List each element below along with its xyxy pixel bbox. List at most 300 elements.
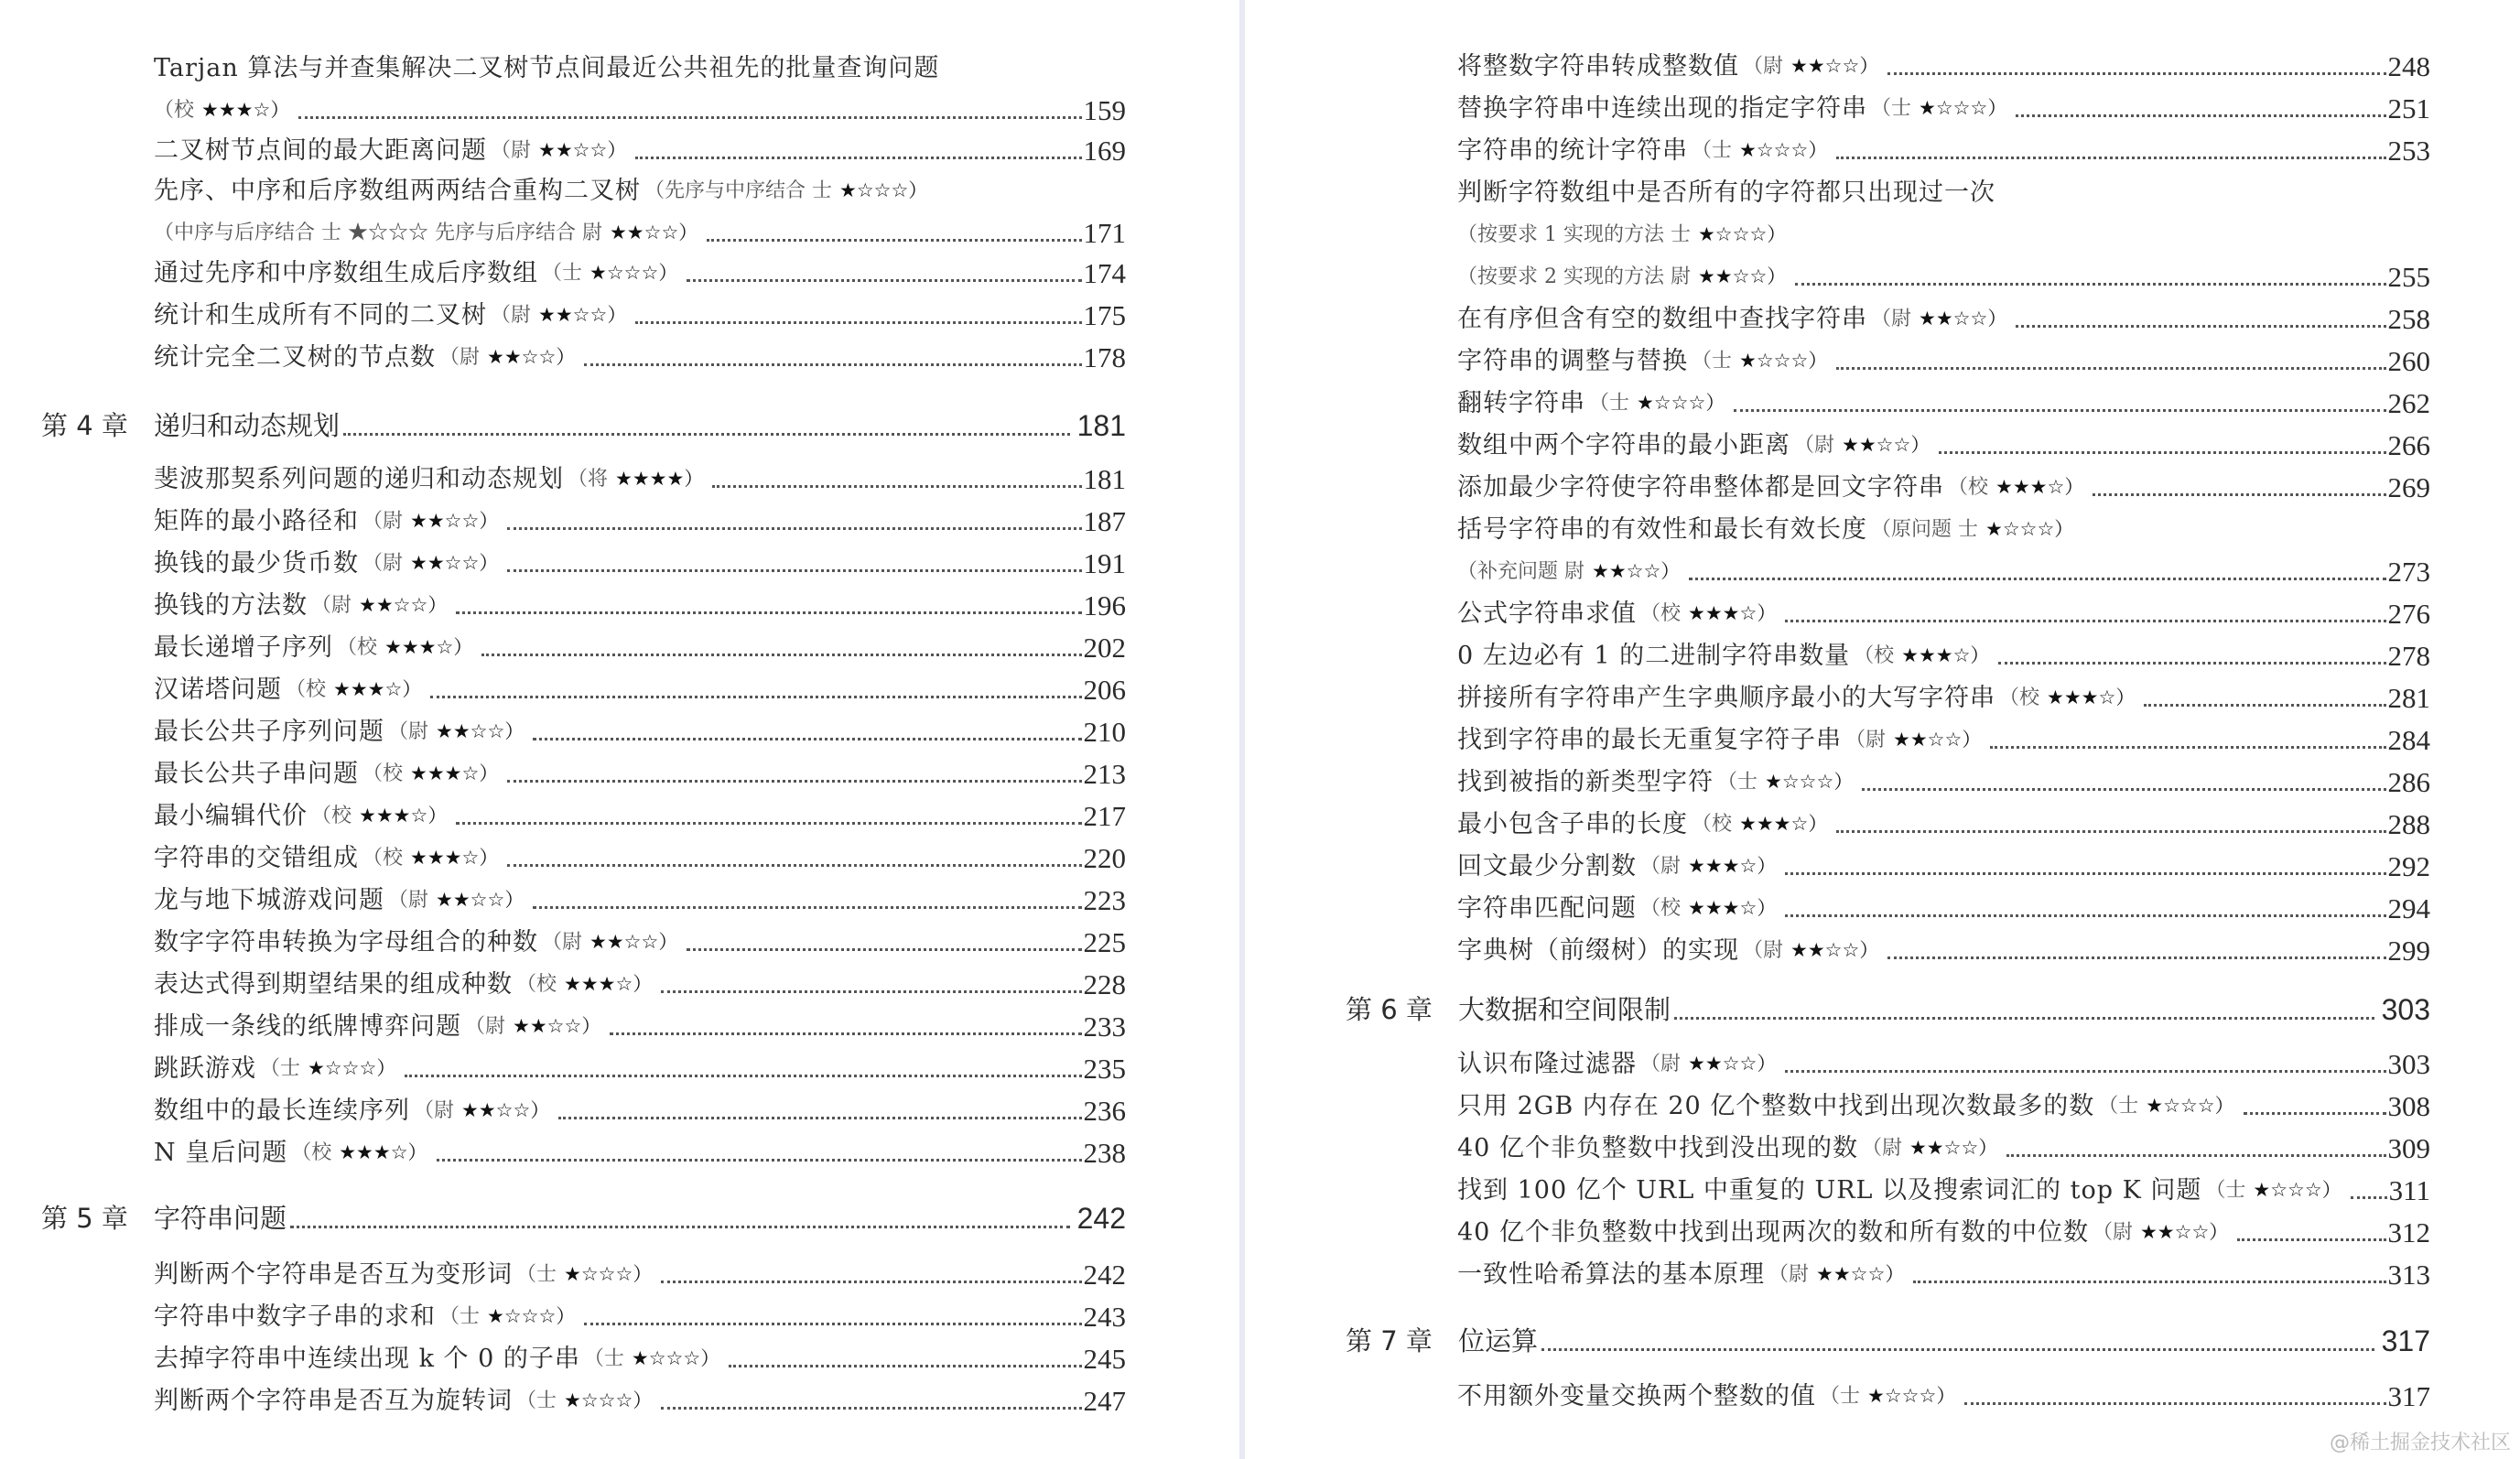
dot-leader (1913, 1281, 2385, 1283)
toc-entry[interactable] (154, 669, 1126, 706)
toc-entry[interactable] (1457, 509, 2430, 546)
dot-leader (1785, 872, 2385, 875)
entry-page-number: 206 (1083, 674, 1126, 706)
dot-leader (2006, 1154, 2385, 1157)
entry-page-number: 159 (1083, 94, 1126, 126)
entry-page-number: 311 (2388, 1174, 2430, 1206)
entry-page-number: 202 (1083, 632, 1126, 664)
star-rating-icon: ★★★☆） (1995, 476, 2084, 498)
toc-entry[interactable] (1457, 1376, 2430, 1412)
entry-page-number: 273 (2387, 556, 2430, 588)
entry-title: 找到 100 亿个 URL 中重复的 URL 以及搜索词汇的 top K 问题 (1457, 1176, 2202, 1205)
dot-leader (533, 906, 1081, 909)
toc-entry[interactable] (154, 295, 1126, 331)
entry-page-number: 236 (1083, 1095, 1126, 1127)
entry-title: 括号字符串的有效性和最长有效长度 (1457, 515, 1867, 544)
dot-leader (1939, 451, 2385, 454)
dot-leader (661, 1281, 1081, 1283)
entry-difficulty: （尉 ★★☆☆） (1871, 308, 2007, 330)
entry-difficulty: （士 ★☆☆☆） (516, 1389, 653, 1412)
toc-entry[interactable] (1457, 172, 2430, 209)
dot-leader (2144, 704, 2385, 707)
entry-title: 不用额外变量交换两个整数的值 (1457, 1382, 1816, 1410)
star-rating-icon: ★★☆☆） (609, 222, 698, 243)
toc-entry[interactable] (154, 922, 1126, 958)
toc-entry[interactable] (154, 1090, 1126, 1127)
dot-leader (507, 864, 1081, 867)
entry-page-number: 260 (2387, 345, 2430, 377)
toc-entry[interactable] (154, 1006, 1126, 1043)
toc-entry[interactable] (154, 253, 1126, 289)
toc-entry[interactable] (154, 627, 1126, 664)
toc-entry[interactable] (154, 48, 1126, 84)
toc-entry[interactable] (1457, 930, 2430, 967)
toc-entry[interactable] (154, 1132, 1126, 1169)
chapter-page-number: 181 (1076, 409, 1126, 442)
star-rating-icon: ★★☆☆） (2139, 1221, 2229, 1243)
dot-leader (635, 321, 1081, 324)
star-rating-icon: ★★☆☆） (1816, 1263, 1905, 1285)
star-rating-icon: ★★★☆） (1688, 602, 1777, 624)
entry-page-number: 223 (1083, 884, 1126, 916)
toc-entry[interactable] (154, 543, 1126, 579)
toc-entry[interactable] (154, 130, 1126, 167)
entry-difficulty: （先序与中序结合 士 ★☆☆☆） (644, 179, 928, 202)
entry-difficulty: （校 ★★★☆） (1640, 602, 1777, 625)
entry-difficulty: （校 ★★★☆） (362, 762, 499, 785)
entry-page-number: 171 (1083, 217, 1126, 249)
toc-entry[interactable] (1457, 467, 2430, 503)
entry-page-number: 228 (1083, 968, 1126, 1000)
entry-difficulty: （尉 ★★☆☆） (1743, 55, 1879, 78)
dot-leader (2351, 1196, 2387, 1199)
entry-difficulty: （校 ★★★☆） (154, 99, 290, 122)
dot-leader (687, 948, 1081, 951)
toc-entry[interactable] (1457, 383, 2430, 419)
star-rating-icon: ★★★☆） (410, 762, 499, 784)
entry-difficulty: （尉 ★★☆☆） (388, 720, 525, 743)
star-rating-icon: ★☆☆☆） (308, 1057, 396, 1079)
dot-leader (1785, 1070, 2385, 1073)
entry-difficulty: （士 ★☆☆☆） (1692, 139, 1828, 162)
entry-difficulty: （校 ★★★☆） (516, 973, 653, 996)
entry-page-number: 235 (1083, 1053, 1126, 1085)
dot-leader (456, 611, 1081, 614)
entry-title: 公式字符串求值 (1457, 600, 1637, 628)
dot-leader (558, 1117, 1081, 1119)
dot-leader (687, 279, 1081, 282)
entry-difficulty: （尉 ★★☆☆） (1743, 939, 1879, 962)
dot-leader (1964, 1402, 2385, 1405)
toc-entry[interactable] (154, 1048, 1126, 1085)
entry-page-number: 309 (2387, 1132, 2430, 1164)
entry-title: 统计完全二叉树的节点数 (154, 343, 436, 372)
entry-title: 最小包含子串的长度 (1457, 810, 1688, 838)
chapter-heading-5[interactable] (41, 1195, 1126, 1236)
dot-leader (661, 990, 1081, 993)
star-rating-icon: ★★☆☆） (1697, 265, 1787, 287)
dot-leader (2016, 114, 2385, 117)
toc-entry[interactable] (154, 501, 1126, 537)
dot-leader (290, 1226, 1070, 1228)
toc-entry[interactable] (1457, 214, 2430, 251)
entry-title: 翻转字符串 (1457, 389, 1585, 417)
toc-entry[interactable] (154, 1296, 1126, 1333)
entry-page-number: 248 (2387, 50, 2430, 82)
entry-page-number: 169 (1083, 135, 1126, 167)
chapter-number: 第 6 章 (1346, 994, 1433, 1025)
chapter-title: 字符串问题 (154, 1203, 287, 1234)
entry-difficulty: （校 ★★★☆） (362, 847, 499, 870)
entry-difficulty: （士 ★☆☆☆） (583, 1347, 720, 1370)
star-rating-icon: ★★☆☆） (538, 139, 627, 161)
entry-difficulty: （士 ★☆☆☆） (542, 262, 678, 285)
dot-leader (1674, 1017, 2374, 1020)
chapter-heading-4[interactable] (41, 403, 1126, 443)
star-rating-icon: ★☆☆☆） (564, 1263, 653, 1285)
toc-entry[interactable] (1457, 635, 2430, 672)
toc-entry[interactable] (154, 838, 1126, 874)
dot-leader (1990, 746, 2385, 749)
toc-entry[interactable] (154, 585, 1126, 621)
star-rating-icon: ★★★☆） (201, 99, 290, 121)
toc-entry[interactable] (1457, 846, 2430, 882)
star-rating-icon: ★★★☆） (2047, 686, 2136, 708)
entry-title: 换钱的最少货币数 (154, 549, 359, 578)
star-rating-icon: ★★☆☆） (1688, 1053, 1777, 1075)
toc-entry[interactable] (1457, 256, 2430, 293)
star-rating-icon: ★★☆☆） (1842, 434, 1931, 456)
entry-title: 添加最少字符使字符串整体都是回文字符串 (1457, 473, 1944, 502)
entry-difficulty: （士 ★☆☆☆） (1692, 350, 1828, 373)
entry-difficulty: （士 ★☆☆☆） (1820, 1385, 1956, 1408)
entry-title: 只用 2GB 内存在 20 亿个整数中找到出现次数最多的数 (1457, 1092, 2095, 1120)
toc-entry[interactable] (1457, 425, 2430, 461)
toc-entry[interactable] (1457, 677, 2430, 714)
toc-entry[interactable] (154, 337, 1126, 373)
entry-page-number: 255 (2387, 261, 2430, 293)
star-rating-icon: ★★☆☆） (410, 510, 499, 532)
toc-entry[interactable] (1457, 551, 2430, 588)
entry-title: 字符串中数字子串的求和 (154, 1302, 436, 1331)
chapter-number: 第 7 章 (1346, 1325, 1433, 1356)
entry-page-number: 313 (2387, 1259, 2430, 1291)
dot-leader (2016, 325, 2385, 328)
star-rating-icon: ★★★☆） (384, 636, 473, 658)
star-rating-icon: ★★★☆） (410, 847, 499, 869)
dot-leader (405, 1075, 1081, 1077)
chapter-page-number: 303 (2381, 993, 2430, 1026)
entry-page-number: 245 (1083, 1343, 1126, 1375)
toc-entry[interactable] (154, 90, 1126, 126)
entry-page-number: 269 (2387, 471, 2430, 503)
toc-entry[interactable] (154, 753, 1126, 790)
toc-entry[interactable] (1457, 888, 2430, 924)
entry-title: 字符串匹配问题 (1457, 894, 1637, 923)
entry-difficulty: （校 ★★★☆） (291, 1141, 427, 1164)
entry-difficulty: （尉 ★★☆☆） (362, 510, 499, 533)
star-rating-icon: ★★☆☆） (461, 1099, 550, 1121)
entry-page-number: 281 (2387, 682, 2430, 714)
entry-difficulty: （中序与后序结合 士 ★☆☆☆ 先序与后序结合 尉 ★★☆☆） (154, 222, 698, 244)
chapter-heading-7[interactable] (1346, 1318, 2430, 1358)
toc-entry[interactable] (154, 795, 1126, 832)
entry-page-number: 187 (1083, 505, 1126, 537)
star-rating-icon: ★★★☆） (339, 1141, 427, 1163)
right-page (1245, 0, 2520, 1459)
chapter-page-number: 242 (1076, 1202, 1126, 1235)
entry-page-number: 284 (2387, 724, 2430, 756)
dot-leader (456, 822, 1081, 825)
star-rating-icon: ★☆☆☆） (1739, 350, 1828, 372)
star-rating-icon: ★★★☆） (1901, 644, 1990, 666)
entry-page-number: 276 (2387, 598, 2430, 630)
entry-page-number: 247 (1083, 1385, 1126, 1417)
entry-difficulty: （校 ★★★☆） (1999, 686, 2136, 709)
entry-title: 最长递增子序列 (154, 633, 333, 662)
dot-leader (635, 157, 1081, 159)
entry-difficulty: （尉 ★★☆☆） (2092, 1221, 2229, 1244)
toc-entry[interactable] (154, 212, 1126, 249)
entry-page-number: 292 (2387, 850, 2430, 882)
entry-difficulty: （校 ★★★☆） (286, 678, 422, 701)
entry-difficulty: （尉 ★★☆☆） (388, 889, 525, 912)
toc-entry[interactable] (1457, 1254, 2430, 1291)
star-rating-icon: ★★☆☆） (1893, 729, 1982, 751)
dot-leader (1862, 788, 2385, 791)
dot-leader (507, 527, 1081, 530)
star-rating-icon: ★★☆☆） (1790, 939, 1879, 961)
entry-title: 字典树（前缀树）的实现 (1457, 936, 1739, 965)
dot-leader (1785, 914, 2385, 917)
dot-leader (1887, 72, 2385, 75)
star-rating-icon: ★☆☆☆） (1637, 392, 1725, 414)
chapter-title: 递归和动态规划 (154, 410, 341, 441)
entry-difficulty: （士 ★☆☆☆） (2098, 1095, 2234, 1118)
entry-title: 最小编辑代价 (154, 802, 308, 830)
dot-leader (1887, 956, 2385, 959)
toc-entry[interactable] (154, 170, 1126, 207)
entry-difficulty: （原问题 士 ★☆☆☆） (1871, 518, 2074, 541)
entry-difficulty: （尉 ★★☆☆） (414, 1099, 550, 1122)
entry-title: N 皇后问题 (154, 1139, 288, 1167)
star-rating-icon: ★★★☆） (1739, 813, 1828, 835)
dot-leader (584, 1323, 1081, 1325)
dot-leader (712, 485, 1081, 488)
entry-difficulty: （尉 ★★☆☆） (465, 1015, 601, 1038)
chapter-page-number: 317 (2381, 1324, 2430, 1357)
entry-title: 数组中两个字符串的最小距离 (1457, 431, 1790, 459)
toc-entry[interactable] (1457, 1086, 2430, 1122)
entry-page-number: 286 (2387, 766, 2430, 798)
star-rating-icon: ★★☆☆） (1592, 560, 1681, 582)
entry-title: 0 左边必有 1 的二进制字符串数量 (1457, 642, 1851, 670)
dot-leader (729, 1365, 1081, 1367)
entry-difficulty: （尉 ★★☆☆） (311, 594, 448, 617)
entry-title: 在有序但含有空的数组中查找字符串 (1457, 305, 1867, 333)
entry-difficulty: （补充问题 尉 ★★☆☆） (1457, 560, 1681, 583)
entry-difficulty: （士 ★☆☆☆） (1717, 771, 1854, 794)
dot-leader (2244, 1112, 2386, 1115)
star-rating-icon: ★★★☆） (333, 678, 422, 700)
star-rating-icon: ★★☆☆） (1790, 55, 1879, 77)
star-rating-icon: ★☆☆☆） (1867, 1385, 1956, 1407)
entry-title: 字符串的交错组成 (154, 844, 359, 872)
dot-leader (2237, 1238, 2385, 1241)
entry-page-number: 175 (1083, 299, 1126, 331)
entry-difficulty: （校 ★★★☆） (1948, 476, 2084, 499)
entry-title: 将整数字符串转成整数值 (1457, 52, 1739, 81)
entry-title: 龙与地下城游戏问题 (154, 886, 384, 914)
toc-entry[interactable] (1457, 1170, 2430, 1206)
entry-difficulty: （尉 ★★☆☆） (1861, 1137, 1998, 1160)
dot-leader (584, 363, 1081, 366)
toc-entry[interactable] (1457, 1212, 2430, 1248)
toc-entry[interactable] (154, 1380, 1126, 1417)
dot-leader (507, 569, 1081, 572)
entry-title: 换钱的方法数 (154, 591, 308, 620)
entry-title: Tarjan 算法与并查集解决二叉树节点间最近公共祖先的批量查询问题 (154, 54, 940, 82)
entry-difficulty: （校 ★★★☆） (1692, 813, 1828, 836)
star-rating-icon: ★★☆☆） (436, 720, 525, 742)
entry-difficulty: （尉 ★★☆☆） (1845, 729, 1982, 751)
dot-leader (437, 1159, 1082, 1162)
entry-title: 判断字符数组中是否所有的字符都只出现过一次 (1457, 178, 1995, 207)
entry-difficulty: （尉 ★★☆☆） (362, 552, 499, 575)
entry-title: 跳跃游戏 (154, 1054, 256, 1083)
toc-entry[interactable] (1457, 1043, 2430, 1080)
entry-page-number: 238 (1083, 1137, 1126, 1169)
entry-title: 找到字符串的最长无重复字符子串 (1457, 726, 1842, 754)
entry-page-number: 174 (1083, 257, 1126, 289)
toc-entry[interactable] (1457, 804, 2430, 840)
dot-leader (1836, 367, 2385, 370)
dot-leader (298, 116, 1081, 119)
toc-entry[interactable] (1457, 130, 2430, 167)
toc-entry[interactable] (154, 880, 1126, 916)
chapter-number: 第 5 章 (41, 1203, 128, 1234)
entry-difficulty: （尉 ★★★☆） (1640, 855, 1777, 878)
entry-title: 排成一条线的纸牌博弈问题 (154, 1012, 461, 1041)
toc-entry[interactable] (1457, 298, 2430, 335)
dot-leader (1998, 662, 2385, 665)
dot-leader (707, 239, 1081, 242)
star-rating-icon: ★★☆☆） (513, 1015, 601, 1037)
entry-page-number: 299 (2387, 935, 2430, 967)
entry-page-number: 258 (2387, 303, 2430, 335)
toc-entry[interactable] (1457, 719, 2430, 756)
chapter-title: 大数据和空间限制 (1458, 994, 1671, 1025)
entry-title: 斐波那契系列问题的递归和动态规划 (154, 465, 564, 493)
entry-title: 矩阵的最小路径和 (154, 507, 359, 535)
toc-entry[interactable] (1457, 340, 2430, 377)
star-rating-icon: ★★☆☆） (589, 931, 678, 953)
entry-title: 通过先序和中序数组生成后序数组 (154, 259, 538, 287)
star-rating-icon: ★★☆☆） (436, 889, 525, 911)
entry-difficulty: （按要求 1 实现的方法 士 ★☆☆☆） (1457, 223, 1787, 246)
dot-leader (1795, 283, 2385, 286)
entry-page-number: 278 (2387, 640, 2430, 672)
entry-difficulty: （士 ★☆☆☆） (1871, 97, 2007, 120)
toc-entry[interactable] (154, 1254, 1126, 1291)
entry-difficulty: （士 ★☆☆☆） (260, 1057, 396, 1080)
entry-page-number: 253 (2387, 135, 2430, 167)
dot-leader (1836, 830, 2385, 833)
entry-page-number: 312 (2387, 1216, 2430, 1248)
entry-page-number: 288 (2387, 808, 2430, 840)
star-rating-icon: ★★☆☆） (1919, 308, 2007, 330)
dot-leader (481, 654, 1081, 656)
toc-entry[interactable] (1457, 593, 2430, 630)
toc-entry[interactable] (1457, 762, 2430, 798)
toc-entry[interactable] (154, 964, 1126, 1000)
entry-title: 替换字符串中连续出现的指定字符串 (1457, 94, 1867, 123)
entry-title: 认识布隆过滤器 (1457, 1050, 1637, 1078)
entry-difficulty: （尉 ★★☆☆） (439, 346, 576, 369)
entry-page-number: 220 (1083, 842, 1126, 874)
left-page (0, 0, 1239, 1459)
entry-difficulty: （尉 ★★☆☆） (491, 304, 627, 327)
toc-entry[interactable] (1457, 46, 2430, 82)
star-rating-icon: ★☆☆☆） (1739, 139, 1828, 161)
entry-difficulty: （士 ★☆☆☆） (516, 1263, 653, 1286)
entry-page-number: 262 (2387, 387, 2430, 419)
dot-leader (610, 1032, 1081, 1035)
star-rating-icon: ★★☆☆） (1909, 1137, 1998, 1159)
entry-title: 40 亿个非负整数中找到出现两次的数和所有数的中位数 (1457, 1218, 2089, 1247)
star-rating-icon: ★★★★） (615, 468, 704, 490)
entry-title: 统计和生成所有不同的二叉树 (154, 301, 487, 330)
chapter-heading-6[interactable] (1346, 987, 2430, 1027)
entry-page-number: 196 (1083, 589, 1126, 621)
chapter-number: 第 4 章 (41, 410, 128, 441)
dot-leader (430, 696, 1081, 698)
entry-title: 字符串的统计字符串 (1457, 136, 1688, 165)
entry-page-number: 242 (1083, 1259, 1126, 1291)
star-rating-icon: ★☆☆☆） (2253, 1179, 2342, 1201)
entry-title: 一致性哈希算法的基本原理 (1457, 1260, 1765, 1289)
entry-title: 二叉树节点间的最大距离问题 (154, 136, 487, 165)
entry-page-number: 217 (1083, 800, 1126, 832)
entry-page-number: 191 (1083, 547, 1126, 579)
entry-title: 40 亿个非负整数中找到没出现的数 (1457, 1134, 1858, 1162)
star-rating-icon: ★★☆☆） (359, 594, 448, 616)
star-rating-icon: ★★☆☆） (410, 552, 499, 574)
entry-difficulty: （士 ★☆☆☆） (439, 1305, 576, 1328)
entry-title: 找到被指的新类型字符 (1457, 768, 1714, 796)
toc-entry[interactable] (1457, 1128, 2430, 1164)
entry-page-number: 303 (2387, 1048, 2430, 1080)
entry-page-number: 317 (2387, 1380, 2430, 1412)
dot-leader (533, 738, 1081, 740)
toc-entry[interactable] (154, 1338, 1126, 1375)
entry-page-number: 225 (1083, 926, 1126, 958)
entry-title: 表达式得到期望结果的组成种数 (154, 970, 513, 999)
toc-entry[interactable] (1457, 88, 2430, 124)
toc-entry[interactable] (154, 711, 1126, 748)
dot-leader (661, 1407, 1081, 1410)
star-rating-icon: ★☆☆☆） (589, 262, 678, 284)
dot-leader (1689, 578, 2385, 580)
star-rating-icon: ★☆☆☆） (1697, 223, 1787, 245)
star-rating-icon: ★★★☆） (564, 973, 653, 995)
entry-difficulty: （将 ★★★★） (568, 468, 704, 491)
entry-page-number: 178 (1083, 341, 1126, 373)
entry-difficulty: （尉 ★★☆☆） (1640, 1053, 1777, 1075)
entry-page-number: 181 (1083, 463, 1126, 495)
entry-difficulty: （校 ★★★☆） (1854, 644, 1990, 667)
toc-entry[interactable] (154, 459, 1126, 495)
